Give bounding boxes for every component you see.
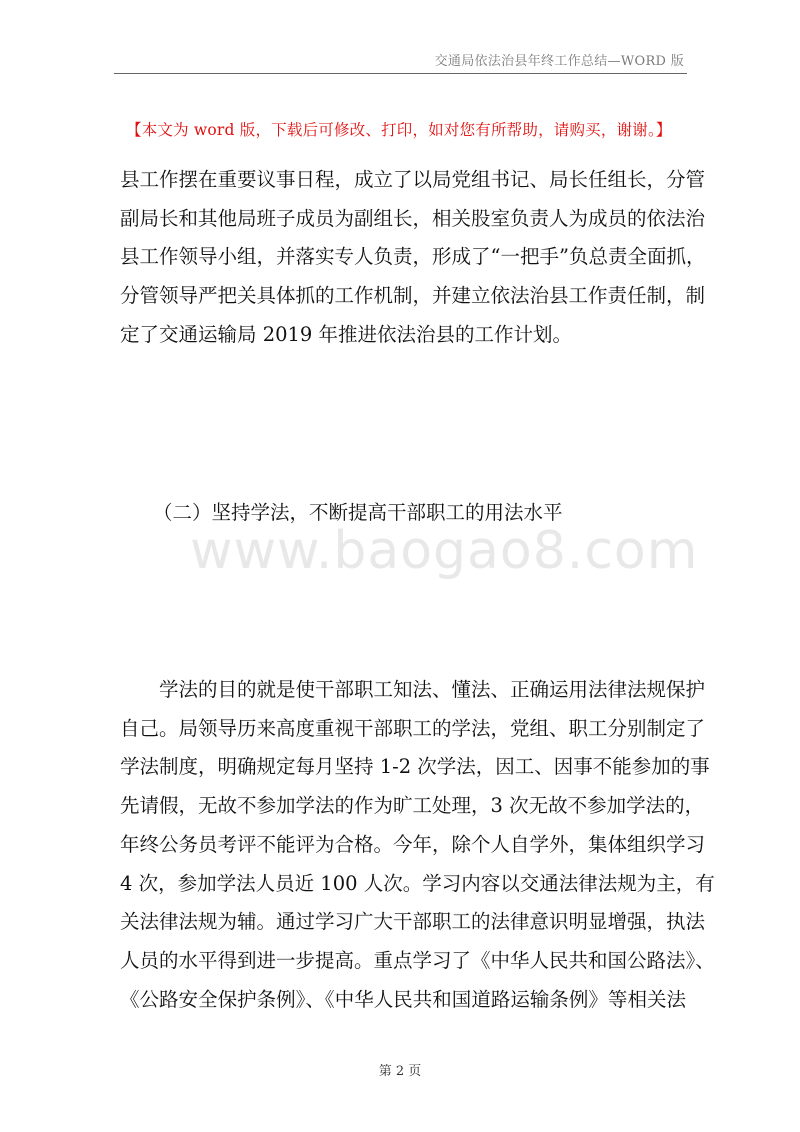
document-header-title: 交通局依法治县年终工作总结—WORD 版 [434, 54, 684, 69]
paragraph-1-line: 县工作摆在重要议事日程，成立了以局党组书记、局长任组长，分管 [120, 168, 706, 191]
paragraph-2-line: 学法制度，明确规定每月坚持 1-2 次学法，因工、因事不能参加的事 [120, 755, 710, 779]
paragraph-1 [120, 161, 706, 355]
page-number: 第 2 页 [378, 1064, 422, 1079]
paragraph-2-line: 人员的水平得到进一步提高。重点学习了《中华人民共和国公路法》、 [120, 948, 715, 972]
paragraph-1-line: 分管领导严把关具体抓的工作机制，并建立依法治县工作责任制，制 [120, 284, 706, 308]
paragraph-2-line: 《公路安全保护条例》、《中华人民共和国道路运输条例》等相关法 [120, 987, 686, 1011]
paragraph-2-line: 先请假，无故不参加学法的作为旷工处理，3 次无故不参加学法的， [120, 794, 705, 818]
paragraph-2-line: 自己。局领导历来高度重视干部职工的学法，党组、职工分别制定了 [120, 716, 706, 740]
paragraph-1-line: 定了交通运输局 2019 年推进依法治县的工作计划。 [120, 322, 573, 346]
paragraph-1-line: 副局长和其他局班子成员为副组长，相关股室负责人为成员的依法治 [120, 206, 706, 230]
site-watermark: www.baogao8.com [190, 521, 699, 581]
paragraph-2-line: 学法的目的就是使干部职工知法、懂法、正确运用法律法规保护 [120, 678, 706, 701]
paragraph-2-line: 年终公务员考评不能评为合格。今年，除个人自学外，集体组织学习 [120, 832, 706, 856]
paragraph-2-line: 关法律法规为辅。通过学习广大干部职工的法律意识明显增强，执法 [120, 910, 706, 934]
purchase-notice: 【本文为 word 版，下载后可修改、打印，如对您有所帮助，请购买，谢谢。】 [126, 121, 672, 139]
paragraph-2-line: 4 次，参加学法人员近 100 人次。学习内容以交通法律法规为主，有 [120, 871, 715, 895]
header-rule [114, 73, 687, 74]
paragraph-2 [120, 671, 715, 1019]
section-heading: （二）坚持学法，不断提高干部职工的用法水平 [153, 501, 563, 524]
paragraph-1-line: 县工作领导小组，并落实专人负责，形成了“一把手”负总责全面抓， [120, 245, 706, 269]
